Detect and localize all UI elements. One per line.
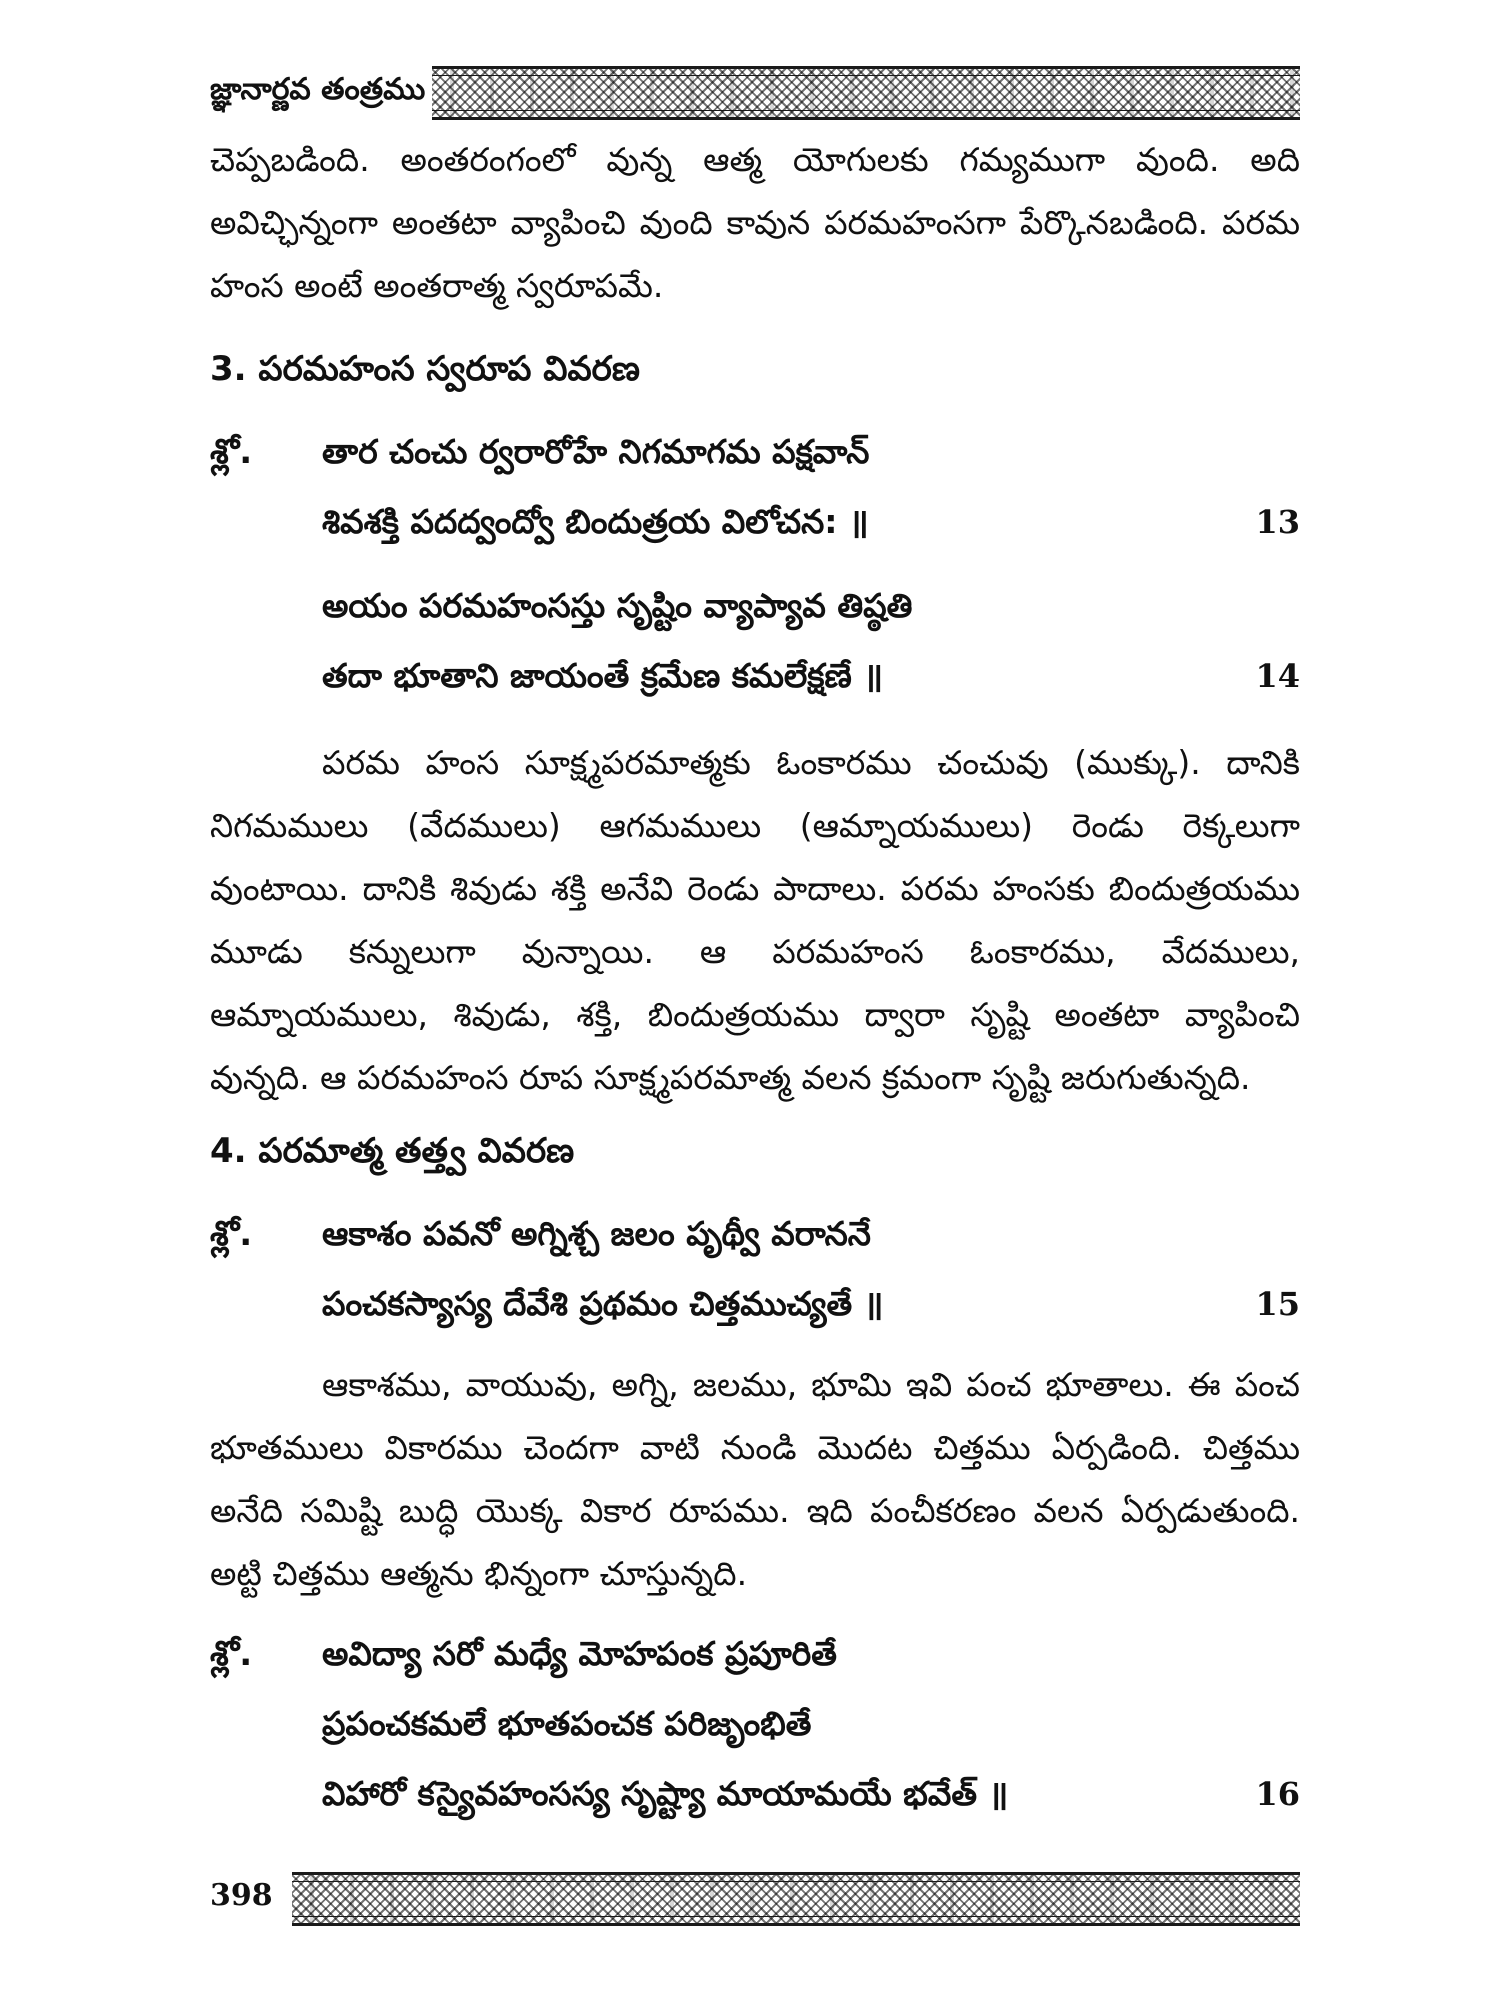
verse-line-text: పంచకస్యాస్య దేవేశి ప్రథమం చిత్తముచ్యతే ॥ (322, 1284, 884, 1323)
verse-line (322, 417, 1300, 487)
section-heading-4: 4. పరమాత్మ తత్త్వ వివరణ (210, 1131, 575, 1171)
page-footer (210, 1870, 1300, 1930)
verse-line-text: ఆకాశం పవనో అగ్నిశ్చ జలం పృథ్వీ వరాననే (322, 1214, 871, 1253)
verse-line-text: తార చంచు ర్వరారోహే నిగమాగమ పక్షవాన్ (322, 432, 870, 471)
verse-line-text: అవిద్యా సరో మధ్యే మోహపంక ప్రపూరితే (322, 1634, 837, 1673)
verse-line-text: విహారో కస్యైవహంసస్య సృష్ట్యా మాయామయే భవేత్ ॥ (322, 1774, 1009, 1813)
verse-line (322, 1689, 1300, 1759)
section-heading-3: 3. పరమహంస స్వరూప వివరణ (210, 349, 640, 389)
sloka-block-13-14 (210, 417, 1300, 711)
verse-line-text: తదా భూతాని జాయంతే క్రమేణ కమలేక్షణే ॥ (322, 656, 883, 695)
sloka-marker: శ్లో. (210, 1634, 253, 1674)
page-content (210, 128, 1300, 1829)
verse-line (322, 1759, 1300, 1829)
commentary-paragraph: ఆకాశము, వాయువు, అగ్ని, జలము, భూమి ఇవి పంచ భూతాలు. ఈ పంచ భూతములు వికారము చెందగా వాటి నుండి మొదట చిత్తము ఏర్పడింది. చిత్తము అనేది సమిష్టి బుద్ధి యొక్క వికార రూపము. ఇది పంచీకరణం వలన ఏర్పడుతుంది. అట్టి చిత్తము ఆత్మను భిన్నంగా చూస్తున్నది. (210, 1365, 1300, 1593)
verse-line (322, 1199, 1300, 1269)
running-title: జ్ఞానార్ణవ తంత్రము (210, 72, 426, 107)
verse-line-text: శివశక్తి పదద్వంద్వో బిందుత్రయ విలోచన: ॥ (322, 502, 869, 541)
sloka-marker: శ్లో. (210, 432, 253, 472)
ornamental-border-icon (432, 66, 1300, 120)
intro-paragraph: చెప్పబడింది. అంతరంగంలో వున్న ఆత్మ యోగులకు గమ్యముగా వుంది. అది అవిచ్ఛిన్నంగా అంతటా వ్యాపించి వుంది కావున పరమహంసగా పేర్కొనబడింది. పరమ హంస అంటే అంతరాత్మ స్వరూపమే. (210, 140, 1300, 305)
verse-line (322, 487, 1300, 557)
sloka-block-15 (210, 1199, 1300, 1339)
verse-line-text: అయం పరమహంసస్తు సృష్టిం వ్యాప్యావ తిష్ఠతి (322, 586, 913, 625)
ornamental-border-icon (292, 1872, 1300, 1926)
verse-number: 16 (1255, 1775, 1300, 1813)
verse-number: 15 (1255, 1285, 1300, 1323)
verse-number: 14 (1255, 657, 1300, 695)
verse-line (322, 1269, 1300, 1339)
verse-line-text: ప్రపంచకమలే భూతపంచక పరిజృంభితే (322, 1704, 812, 1743)
page-number: 398 (210, 1878, 273, 1913)
verse-line (322, 641, 1300, 711)
verse-line (322, 571, 1300, 641)
verse-line (322, 1619, 1300, 1689)
sloka-marker: శ్లో. (210, 1214, 253, 1254)
verse-number: 13 (1255, 503, 1300, 541)
sloka-block-16 (210, 1619, 1300, 1829)
page-header (210, 62, 1300, 122)
commentary-paragraph: పరమ హంస సూక్ష్మపరమాత్మకు ఓంకారము చంచువు (ముక్కు). దానికి నిగమములు (వేదములు) ఆగమములు (ఆమ్నాయములు) రెండు రెక్కలుగా వుంటాయి. దానికి శివుడు శక్తి అనేవి రెండు పాదాలు. పరమ హంసకు బిందుత్రయము మూడు కన్నులుగా వున్నాయి. ఆ పరమహంస ఓంకారము, వేదములు, ఆమ్నాయములు, శివుడు, శక్తి, బిందుత్రయము ద్వారా సృష్టి అంతటా వ్యాపించి వున్నది. ఆ పరమహంస రూప సూక్ష్మపరమాత్మ వలన క్రమంగా సృష్టి జరుగుతున్నది. (210, 743, 1300, 1097)
